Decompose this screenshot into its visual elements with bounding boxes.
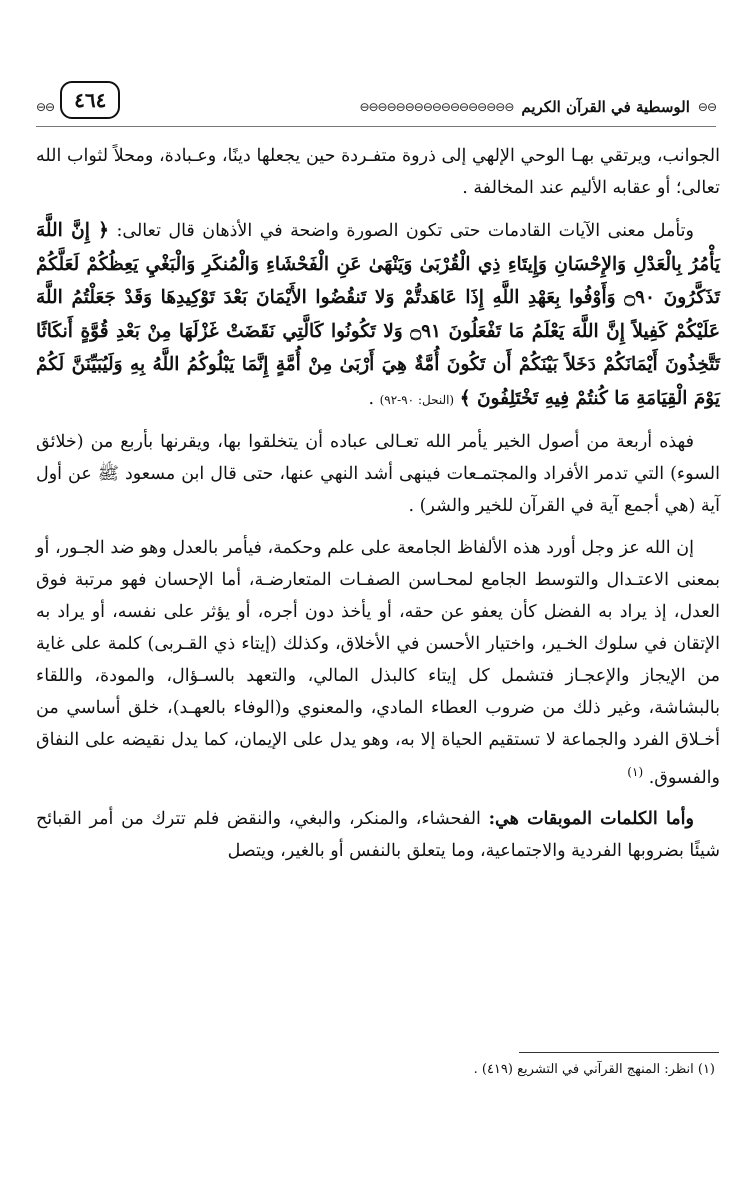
paragraph-5 [36, 803, 720, 867]
paragraph-5-lead: وأما الكلمات الموبقات هي: [488, 809, 694, 830]
header-left-group [36, 88, 120, 119]
paragraph-2-intro: وتأمل معنى الآيات القادمات حتى تكون الصورة واضحة في الأذهان قال تعالى: [116, 221, 694, 241]
paragraph-4-text: إن الله عز وجل أورد هذه الألفاظ الجامعة على علم وحكمة، فيأمر بالعدل وهو ضد الجـور، أو بمعنى الاعتـدال والتوسط الجامع لمحـاسن الصفـات المتعارضـة، أما الإحسان فهو مرتبة فوق العدل، إذ يراد به الفضل كأن يعفو عن حقه، أو يأخذ دون أجره، أو يؤثر على نفسه، أو يراد به الإتقان في سلوك الخـير، واختيار الأحسن في الأخلاق، وكذلك (إيتاء ذي القـربى) كلمة على غاية من الإيجاز والإعجـاز فتشمل كل إيتاء كالبذل المالي، والتعهد بالسـؤال، والمودة، واللقاء بالبشاشة، وغير ذلك من ضروب العطاء المادي، والمعنوي و(الوفاء بالعهـد)، خلق أساسي من أخـلاق الفرد والجماعة لا تستقيم الحياة إلا به، وهو يدل على الإيمان، كما يدل نقيضه على النفاق والفسوق. [36, 537, 720, 788]
footnote: (١) انظر: المنهج القرآني في التشريع (٤١٩) . [473, 1062, 715, 1077]
ornament-long: ⊖⊖⊖⊖⊖⊖⊖⊖⊖⊖⊖⊖⊖⊖⊖⊖⊖ [359, 100, 514, 114]
page-header [36, 84, 716, 130]
paragraph-1: الجوانب، ويرتقي بهـا الوحي الإلهي إلى ذروة متفـردة حين يجعلها دينًا، وعـبادة، ومحلاً لثواب الله تعالى؛ أو عقابه الأليم عند المخالفة . [36, 146, 720, 198]
verse-end-mark: . [368, 388, 375, 409]
paragraph-4 [36, 532, 720, 794]
quran-verse: ﴿ إِنَّ اللَّهَ يَأْمُرُ بِالْعَدْلِ وَالإِحْسَانِ وَإِيتَاءِ ذِي الْقُرْبَىٰ وَيَنْهَىٰ عَنِ الْفَحْشَاءِ وَالْمُنكَرِ وَالْبَغْيِ يَعِظُكُمْ لَعَلَّكُمْ تَذَكَّرُونَ ۝٩٠ وَأَوْفُوا بِعَهْدِ اللَّهِ إِذَا عَاهَدتُّمْ وَلا تَنقُضُوا الأَيْمَانَ بَعْدَ تَوْكِيدِهَا وَقَدْ جَعَلْتُمُ اللَّهَ عَلَيْكُمْ كَفِيلاً إِنَّ اللَّهَ يَعْلَمُ مَا تَفْعَلُونَ ۝٩١ وَلا تَكُونُوا كَالَّتِي نَقَضَتْ غَزْلَهَا مِنْ بَعْدِ قُوَّةٍ أَنكَاثًا تَتَّخِذُونَ أَيْمَانَكُمْ دَخَلاً بَيْنَكُمْ أَن تَكُونَ أُمَّةٌ هِيَ أَرْبَىٰ مِنْ أُمَّةٍ إِنَّمَا يَبْلُوكُمُ اللَّهُ بِهِ وَلَيُبَيِّنَنَّ لَكُمْ يَوْمَ الْقِيَامَةِ مَا كُنتُمْ فِيهِ تَخْتَلِفُونَ ﴾ [36, 220, 720, 409]
footnote-marker: (١) [627, 764, 644, 779]
paragraph-2 [36, 214, 720, 416]
paragraph-3: فهذه أربعة من أصول الخير يأمر الله تعـالى عباده أن يتخلقوا بها، ويقرنها بأربع من (خلائق السوء) التي تدمر الأفراد والمجتمـعات فينهى أشد النهي عنها، حتى قال ابن مسعود ﷺ عن أول آية (هي أجمع آية في القرآن للخير والشر) . [36, 431, 720, 516]
ornament-short-left: ⊖⊖ [36, 100, 55, 114]
paragraph-5-text: الفحشاء، والمنكر، والبغي، والنقض فلم تترك من أمر القبائح شيئًا بضروبها الفردية والاجتماعية، وما يتعلق بالنفس أو بالغير، ويتصل [36, 809, 720, 862]
verse-reference: (النحل: ٩٠-٩٢) [379, 392, 455, 407]
main-text [36, 140, 720, 877]
footnote-divider [519, 1052, 719, 1053]
header-right-group [359, 98, 716, 116]
header-divider [36, 126, 716, 127]
ornament-short-right: ⊖⊖ [697, 100, 716, 114]
running-title: الوسطية في القرآن الكريم [521, 98, 690, 116]
page-number: ٤٦٤ [60, 81, 120, 119]
